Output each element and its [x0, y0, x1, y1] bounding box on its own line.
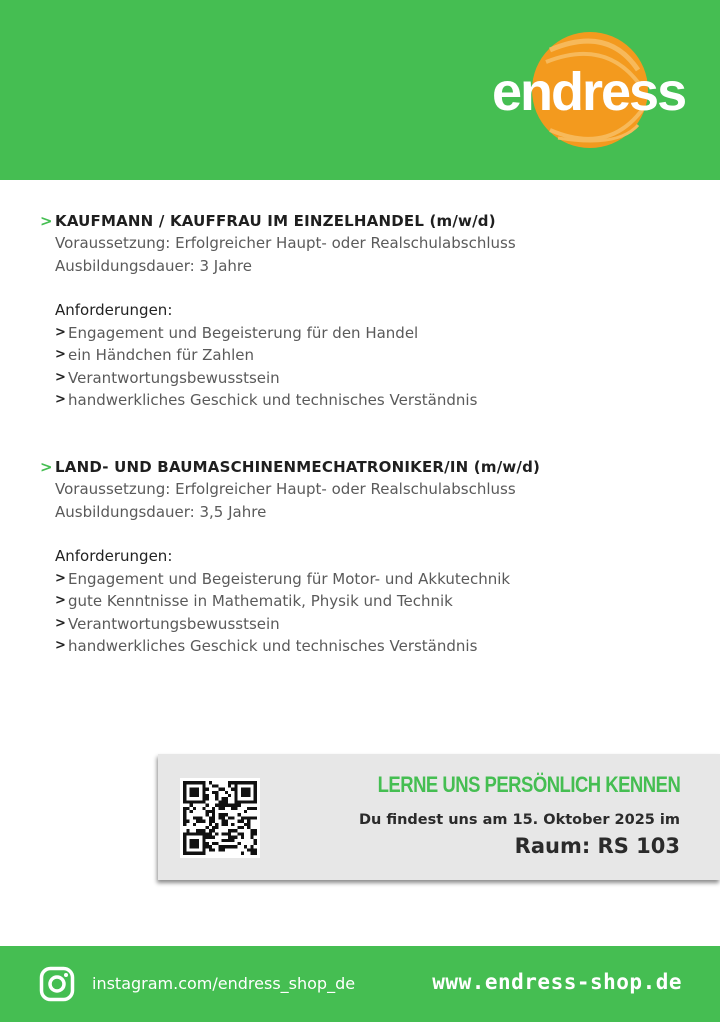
list-item: > handwerkliches Geschick und technisches Verständnis	[55, 389, 680, 412]
job-requirement: Voraussetzung: Erfolgreicher Haupt- oder Realschulabschluss	[55, 234, 516, 252]
chevron-right-icon: >	[55, 638, 66, 653]
header-banner	[0, 0, 720, 180]
list-item: > Verantwortungsbewusstsein	[55, 613, 680, 636]
card-date-line: Du findest uns am 15. Oktober 2025 im	[358, 812, 680, 828]
list-item: > handwerkliches Geschick und technisches Verständnis	[55, 635, 680, 658]
requirements-heading: Anforderungen:	[55, 301, 173, 319]
requirements-list	[40, 322, 680, 412]
footer-banner	[0, 946, 720, 1022]
endress-logo[interactable]	[488, 30, 688, 150]
instagram-glyph	[39, 966, 75, 1002]
website-link[interactable]: www.endress-shop.de	[432, 970, 682, 994]
list-item: > ein Händchen für Zahlen	[55, 344, 680, 367]
instagram-icon[interactable]	[39, 966, 75, 1002]
job-title	[40, 456, 680, 478]
card-heading: LERNE UNS PERSÖNLICH KENNEN	[377, 772, 680, 797]
job-title-text: KAUFMANN / KAUFFRAU IM EINZELHANDEL (m/w/d)	[55, 212, 496, 230]
job-section-mechatroniker	[40, 456, 680, 658]
job-duration: Ausbildungsdauer: 3,5 Jahre	[55, 502, 267, 521]
job-title-text: LAND- UND BAUMASCHINENMECHATRONIKER/IN (m/w/d)	[55, 458, 541, 476]
chevron-right-icon: >	[55, 615, 66, 631]
job-requirement: Voraussetzung: Erfolgreicher Haupt- oder Realschulabschluss	[55, 480, 516, 498]
chevron-right-icon: >	[40, 212, 53, 230]
qr-code-icon	[180, 778, 260, 858]
qr-code[interactable]	[180, 778, 260, 858]
instagram-link[interactable]: instagram.com/endress_shop_de	[92, 974, 356, 993]
requirements-list	[40, 568, 680, 658]
list-item: > Engagement und Begeisterung für Motor- und Akkutechnik	[55, 568, 680, 591]
job-duration: Ausbildungsdauer: 3 Jahre	[55, 256, 252, 275]
list-item: > Verantwortungsbewusstsein	[55, 367, 680, 390]
card-room: Raum: RS 103	[514, 834, 680, 858]
chevron-right-icon: >	[55, 593, 66, 608]
chevron-right-icon: >	[55, 324, 66, 340]
job-section-kaufmann	[40, 210, 680, 412]
event-info-card	[158, 754, 720, 880]
list-item: > Engagement und Begeisterung für den Handel	[55, 322, 680, 345]
chevron-right-icon: >	[40, 458, 53, 476]
job-title	[40, 210, 680, 232]
chevron-right-icon: >	[55, 570, 66, 586]
requirements-heading: Anforderungen:	[55, 547, 173, 565]
chevron-right-icon: >	[55, 369, 66, 385]
chevron-right-icon: >	[55, 347, 66, 362]
list-item: > gute Kenntnisse in Mathematik, Physik und Technik	[55, 590, 680, 613]
chevron-right-icon: >	[55, 392, 66, 407]
logo-wordmark: endress	[492, 62, 686, 122]
orange-swirl-logo-icon	[488, 30, 688, 150]
